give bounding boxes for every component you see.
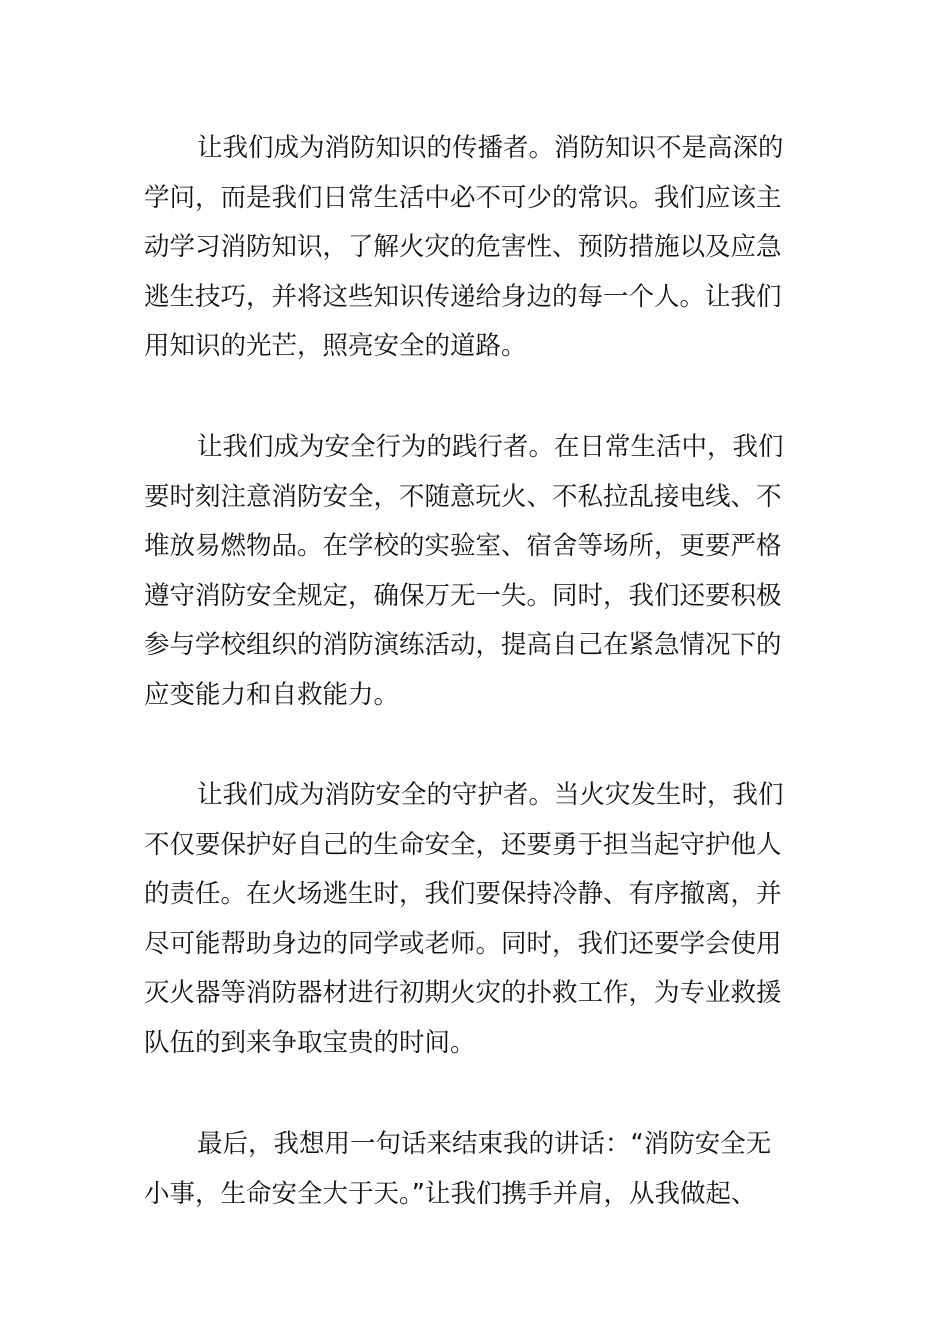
text-line: 队伍的到来争取宝贵的时间。 — [144, 1027, 476, 1058]
text-line: 让我们成为消防知识的传播者。消防知识不是高深的 — [197, 133, 784, 163]
text-line: 参与学校组织的消防演练活动，提高自己在紧急情况下的 — [144, 630, 782, 661]
text-line: 灭火器等消防器材进行初期火灾的扑救工作，为专业救援 — [144, 978, 782, 1009]
paragraph-safety-guardian — [144, 771, 784, 1069]
text-line: 堆放易燃物品。在学校的实验室、宿舍等场所，更要严格 — [144, 531, 782, 562]
text-line: 要时刻注意消防安全，不随意玩火、不私拉乱接电线、不 — [144, 481, 782, 512]
text-line: 逃生技巧，并将这些知识传递给身边的每一个人。让我们 — [144, 281, 782, 312]
paragraph-closing — [144, 1120, 771, 1219]
text-line: 不仅要保护好自己的生命安全，还要勇于担当起守护他人 — [144, 829, 782, 860]
text-line: 尽可能帮助身边的同学或老师。同时，我们还要学会使用 — [144, 928, 782, 959]
text-line: 应变能力和自救能力。 — [144, 679, 400, 710]
text-line: 用知识的光芒，照亮安全的道路。 — [144, 331, 527, 362]
text-line: 小事，生命安全大于天。”让我们携手并肩，从我做起、 — [144, 1178, 757, 1209]
text-line: 动学习消防知识，了解火灾的危害性、预防措施以及应急 — [144, 232, 782, 263]
text-line: 让我们成为安全行为的践行者。在日常生活中，我们 — [197, 432, 784, 462]
text-line: 的责任。在火场逃生时，我们要保持冷静、有序撤离，并 — [144, 879, 782, 910]
text-line: 让我们成为消防安全的守护者。当火灾发生时，我们 — [197, 780, 784, 810]
text-line: 学问，而是我们日常生活中必不可少的常识。我们应该主 — [144, 182, 782, 213]
paragraph-knowledge-spreader — [144, 124, 784, 372]
text-line: 最后，我想用一句话来结束我的讲话：“消防安全无 — [197, 1129, 772, 1159]
paragraph-safety-practitioner — [144, 423, 784, 721]
text-line: 遵守消防安全规定，确保万无一失。同时，我们还要积极 — [144, 580, 782, 611]
